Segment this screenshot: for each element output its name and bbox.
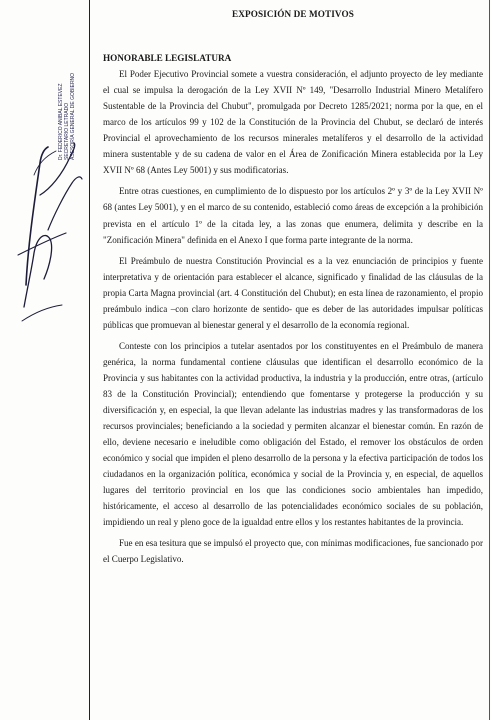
stamp-line-office: ASESORÍA GENERAL DE GOBIERNO xyxy=(70,72,76,160)
recipient-heading: HONORABLE LEGISLATURA xyxy=(103,53,232,64)
stamp-line-name: Dr. FEDERICO ANIBAL ESTEVEZ xyxy=(58,83,64,160)
right-margin-rule xyxy=(489,0,490,720)
paragraph: El Poder Ejecutivo Provincial somete a vuestra consideración, el adjunto proyecto de ley mediante el cual se impulsa la derogación de la Ley XVII Nº 149, "Desarrollo Industrial Minero Metalífero Sustentable de la Provincia del Chubut", promulgada por Decreto 1285/2021; norma por la que, en el marco de los artículos 99 y 102 de la Constitución de la Provincia del Chubut, se declaró de interés Provincial el aprovechamiento de los recursos minerales metalíferos y el desarrollo de la actividad minera sustentable y de su cadena de valor en el Área de Zonificación Minera establecida por la Ley XVII Nº 68 (Antes Ley 5001) y sus modificatorias. xyxy=(103,69,483,176)
margin-stamp xyxy=(58,73,76,160)
handwritten-signature xyxy=(4,135,88,335)
document-body xyxy=(103,6,483,573)
left-margin-rule xyxy=(89,0,90,720)
paragraph: Fue en esa tesitura que se impulsó el proyecto que, con mínimas modificaciones, fue sancionado por el Cuerpo Legislativo. xyxy=(103,538,483,565)
paragraph: El Preámbulo de nuestra Constitución Provincial es a la vez enunciación de principios y fuente interpretativa y de orientación para establecer el alcance, significado y finalidad de las cláusulas de la propia Carta Magna provincial (art. 4 Constitución del Chubut); en esta línea de razonamiento, el propio preámbulo indica –con claro horizonte de sentido- que es deber de las autoridades impulsar políticas públicas que promuevan al bienestar general y el desarrollo de la economía regional. xyxy=(103,255,483,330)
stamp-line-role: SECRETARIO LETRADO xyxy=(64,102,70,160)
paragraph: Conteste con los principios a tutelar asentados por los constituyentes en el Preámbulo de manera genérica, la norma fundamental contiene cláusulas que identifican el desarrollo económico de la Provincia y sus habitantes con la actividad productiva, la industria y la producción, entre otras, (artículo 83 de la Constitución Provincial); entendiendo que fomentarse y protegerse la producción y su diversificación y, en especial, la que llevan adelante las industrias madres y las transformadoras de los recursos provinciales; beneficiando a la sociedad y permiten alcanzar el bienestar común. En razón de ello, deviene necesario e ineludible como obligación del Estado, el remover los obstáculos de orden económico y social que impiden el pleno desarrollo de la persona y la efectiva participación de todos los ciudadanos en la organización política, económica y social de la Provincia y, en especial, de aquellos lugares del territorio provincial en los que las condiciones socio ambientales han impedido, históricamente, el acceso al desarrollo de las potencialidades económico sociales de su población, impidiendo un real y pleno goce de la igualdad entre ellos y los restantes habitantes de la provincia. xyxy=(103,340,483,528)
document-title: EXPOSICIÓN DE MOTIVOS xyxy=(232,9,354,19)
paragraph: Entre otras cuestiones, en cumplimiento de lo dispuesto por los artículos 2º y 3º de la Ley XVII Nº 68 (antes Ley 5001), y en el marco de su contenido, estableció como áreas de excepción a la prohibición prevista en el artículo 1º de la citada ley, a las zonas que enumera, delimita y describe en la "Zonificación Minera" definida en el Anexo I que forma parte integrante de la norma. xyxy=(103,186,483,245)
